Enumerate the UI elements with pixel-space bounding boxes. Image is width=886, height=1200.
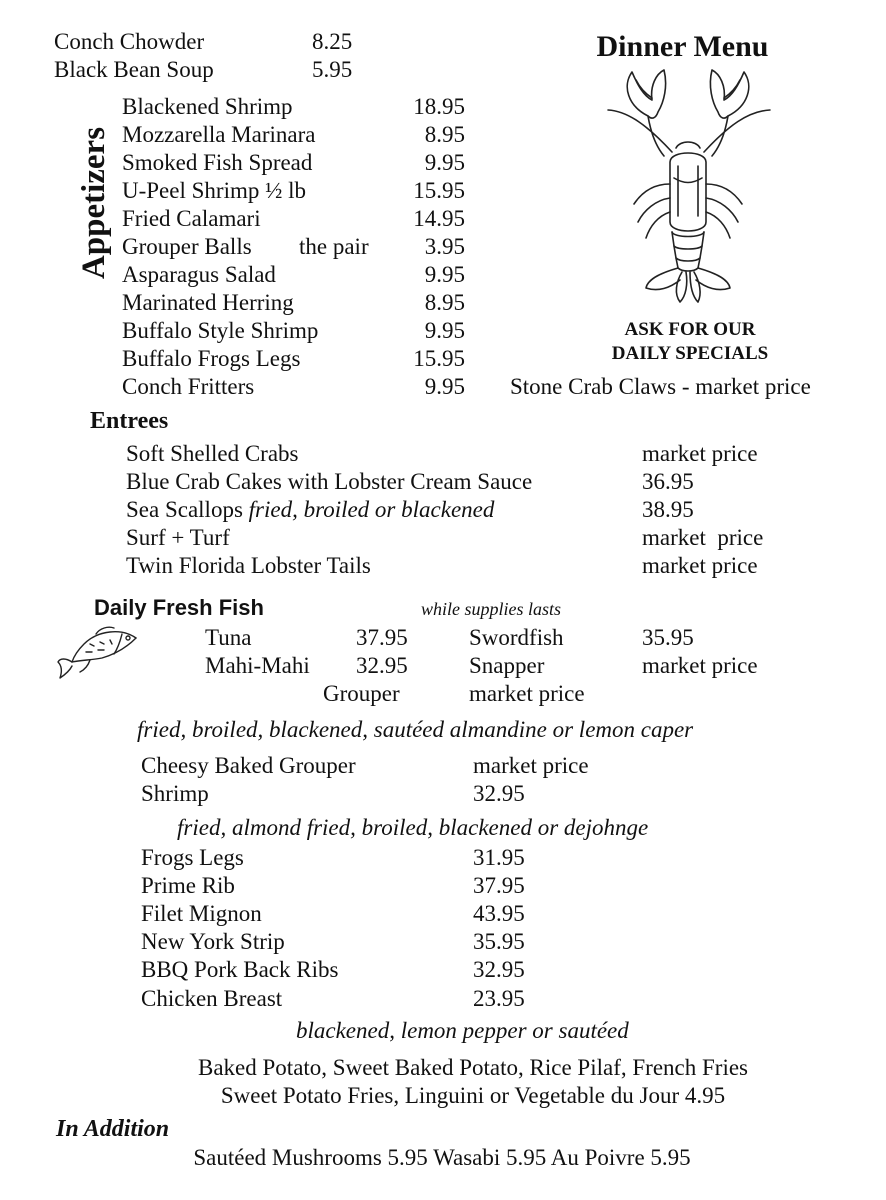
soup-price: 8.25 — [312, 29, 353, 54]
soup-name: Conch Chowder — [54, 29, 205, 54]
fish-prep-note: fried, broiled, blackened, sautéed almandine or lemon caper — [137, 717, 694, 742]
appetizer-note: the pair — [299, 234, 369, 259]
entree-name: Twin Florida Lobster Tails — [126, 553, 371, 578]
addition-heading: In Addition — [56, 1116, 170, 1142]
appetizer-name: Grouper Balls — [122, 234, 252, 259]
entree-note: fried, broiled or blackened — [248, 497, 495, 522]
main-name: Prime Rib — [141, 873, 235, 898]
fish-name: Swordfish — [469, 625, 564, 650]
appetizer-name: Marinated Herring — [122, 290, 294, 315]
main-price: 37.95 — [473, 873, 525, 898]
appetizer-name: Buffalo Frogs Legs — [122, 346, 301, 371]
stone-crab-line: Stone Crab Claws - market price — [510, 374, 811, 399]
entrees-heading: Entrees — [90, 408, 169, 434]
appetizer-price: 8.95 — [424, 122, 465, 147]
sides-line: Baked Potato, Sweet Baked Potato, Rice Pilaf, French Fries — [198, 1055, 748, 1080]
main-price: 32.95 — [473, 781, 525, 806]
sides-line: Sweet Potato Fries, Linguini or Vegetable du Jour 4.95 — [220, 1083, 726, 1108]
appetizer-price: 9.95 — [424, 150, 465, 175]
entree-price: market price — [642, 553, 758, 578]
main-price: 31.95 — [473, 845, 525, 870]
fish-name: Tuna — [205, 625, 252, 650]
fish-price: 32.95 — [356, 653, 408, 678]
fish-name: Snapper — [469, 653, 545, 678]
appetizer-name: Conch Fritters — [122, 374, 255, 399]
fish-name: Mahi-Mahi — [205, 653, 310, 678]
page-title: Dinner Menu — [596, 30, 769, 63]
appetizer-name: U-Peel Shrimp ½ lb — [122, 178, 306, 203]
main-price: market price — [473, 753, 589, 778]
shrimp-prep-note: fried, almond fried, broiled, blackened or dejohnge — [177, 815, 649, 840]
appetizer-name: Asparagus Salad — [122, 262, 276, 287]
entree-name-with-note — [126, 496, 494, 524]
entree-price: 38.95 — [642, 497, 694, 522]
entree-name: Blue Crab Cakes with Lobster Cream Sauce — [126, 469, 533, 494]
appetizer-price: 14.95 — [413, 206, 465, 231]
main-price: 32.95 — [473, 957, 525, 982]
appetizer-name: Smoked Fish Spread — [122, 150, 313, 175]
fish-price: market price — [642, 653, 758, 678]
appetizer-price: 8.95 — [424, 290, 465, 315]
fish-heading: Daily Fresh Fish — [94, 595, 264, 620]
fish-price: 35.95 — [642, 625, 694, 650]
main-price: 43.95 — [473, 901, 525, 926]
entree-name: Surf + Turf — [126, 525, 230, 550]
fish-price: market price — [469, 681, 585, 706]
appetizer-price: 15.95 — [413, 346, 465, 371]
main-name: Chicken Breast — [141, 986, 283, 1011]
entree-name: Soft Shelled Crabs — [126, 441, 299, 466]
soup-name: Black Bean Soup — [54, 57, 214, 82]
entree-price: market price — [642, 525, 764, 550]
appetizer-name: Blackened Shrimp — [122, 94, 293, 119]
entree-name: Sea Scallops — [126, 497, 243, 522]
lobster-icon — [598, 66, 778, 310]
main-name: Frogs Legs — [141, 845, 244, 870]
appetizers-heading: Appetizers — [76, 126, 112, 280]
appetizer-price: 9.95 — [424, 374, 465, 399]
entree-price: market price — [642, 441, 758, 466]
appetizer-price: 15.95 — [413, 178, 465, 203]
main-name: Shrimp — [141, 781, 209, 806]
main-name: Cheesy Baked Grouper — [141, 753, 356, 778]
entree-price: 36.95 — [642, 469, 694, 494]
specials-line: ASK FOR OUR — [624, 319, 756, 340]
main-name: Filet Mignon — [141, 901, 262, 926]
main-price: 23.95 — [473, 986, 525, 1011]
appetizer-name: Mozzarella Marinara — [122, 122, 316, 147]
main-name: New York Strip — [141, 929, 285, 954]
appetizer-name: Fried Calamari — [122, 206, 261, 231]
main-name: BBQ Pork Back Ribs — [141, 957, 339, 982]
fish-note: while supplies lasts — [421, 599, 562, 619]
appetizer-price: 9.95 — [424, 262, 465, 287]
appetizer-name: Buffalo Style Shrimp — [122, 318, 319, 343]
specials-line: DAILY SPECIALS — [611, 343, 769, 364]
main-price: 35.95 — [473, 929, 525, 954]
appetizer-price: 9.95 — [424, 318, 465, 343]
fish-icon — [56, 624, 140, 680]
fish-name: Grouper — [323, 681, 400, 706]
fish-price: 37.95 — [356, 625, 408, 650]
addition-line: Sautéed Mushrooms 5.95 Wasabi 5.95 Au Poivre 5.95 — [193, 1145, 691, 1170]
appetizer-price: 18.95 — [413, 94, 465, 119]
appetizer-price: 3.95 — [424, 234, 465, 259]
soup-price: 5.95 — [312, 57, 353, 82]
chicken-prep-note: blackened, lemon pepper or sautéed — [296, 1018, 629, 1043]
